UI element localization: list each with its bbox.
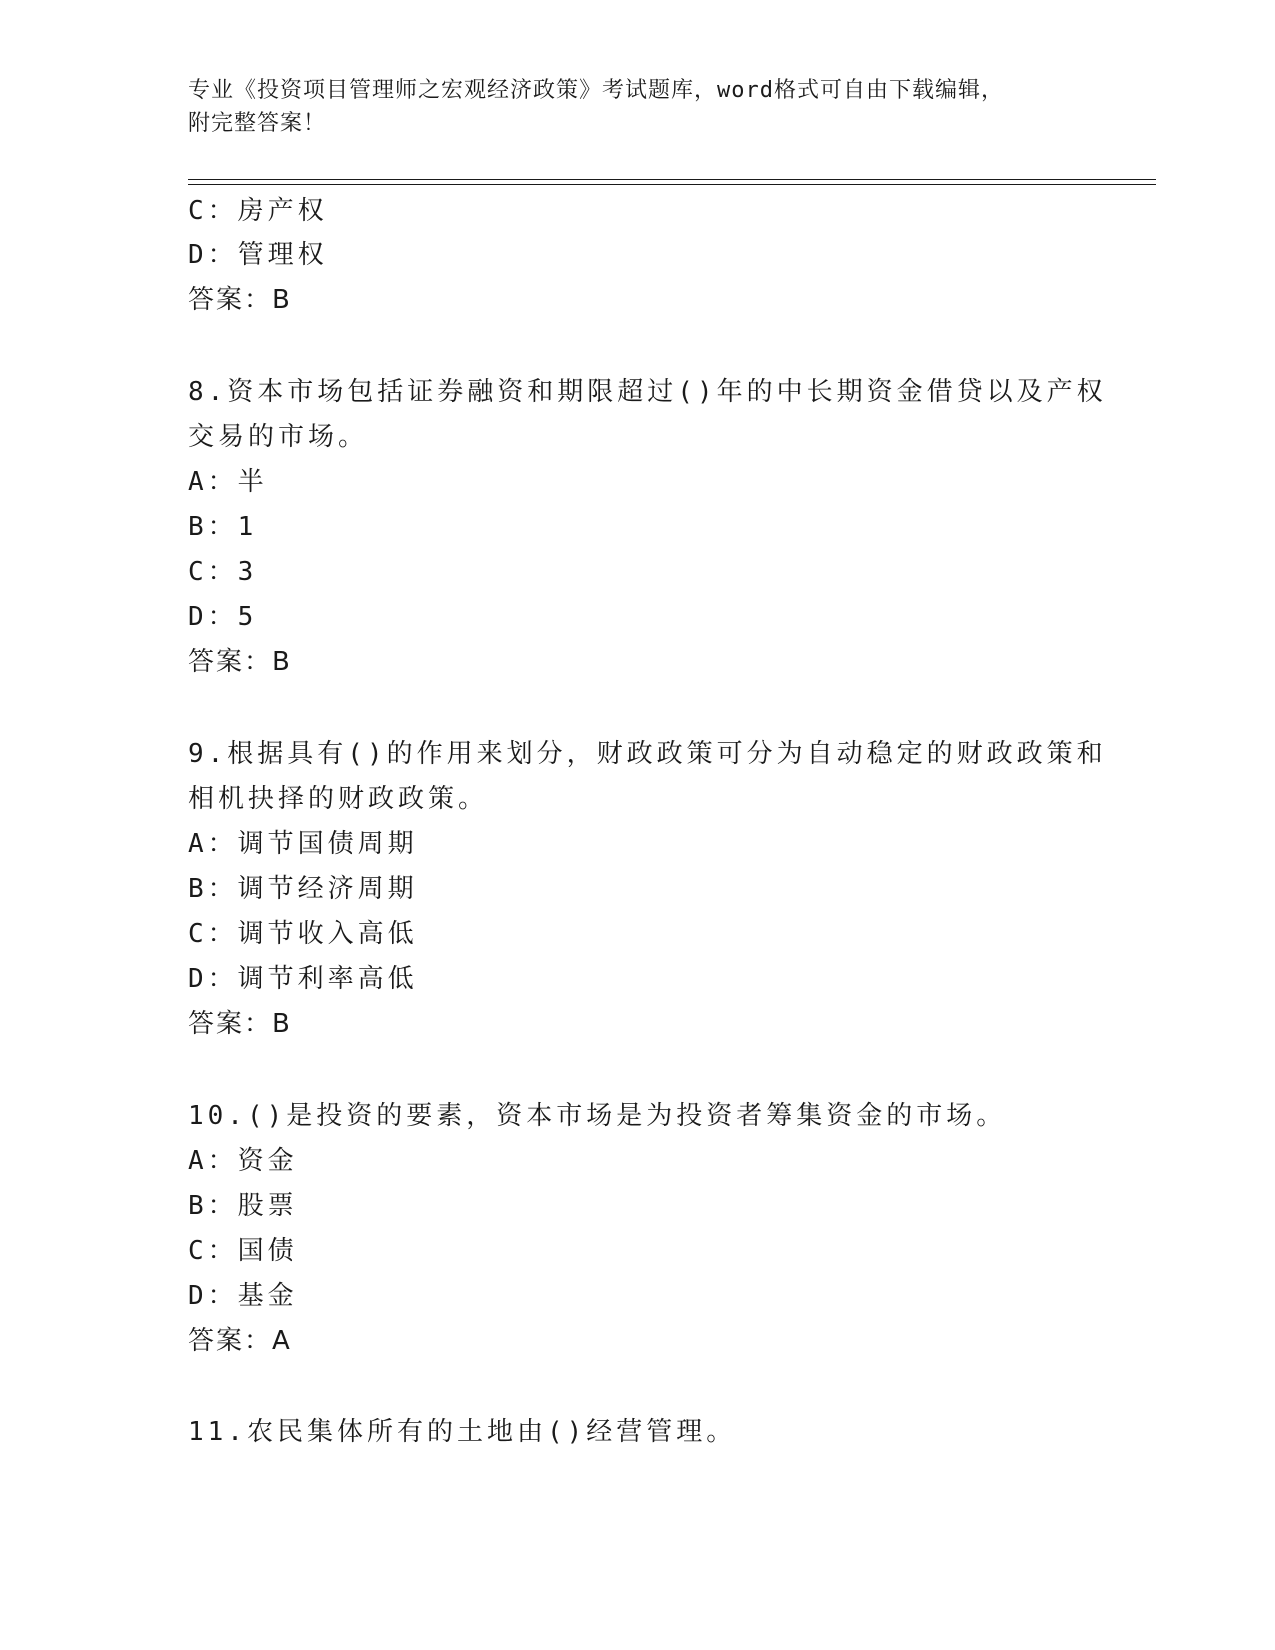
q8-answer: 答案：B xyxy=(188,647,292,677)
q7-option-c: C：房产权 xyxy=(188,196,328,226)
q9-answer: 答案：B xyxy=(188,1009,292,1039)
q9-option-b: B：调节经济周期 xyxy=(188,874,418,904)
q9-option-c: C：调节收入高低 xyxy=(188,919,418,949)
q9-stem-line-2: 相机抉择的财政政策。 xyxy=(188,784,489,814)
q10-option-d: D：基金 xyxy=(188,1281,298,1311)
q8-option-b: B：1 xyxy=(188,512,258,542)
q10-answer: 答案：A xyxy=(188,1326,292,1356)
header-divider-bottom xyxy=(188,184,1156,185)
header-line-2: 附完整答案！ xyxy=(188,111,327,136)
q9-option-a: A：调节国债周期 xyxy=(188,829,418,859)
q10-option-b: B：股票 xyxy=(188,1191,298,1221)
q7-answer: 答案：B xyxy=(188,285,292,315)
q8-option-a: A：半 xyxy=(188,467,268,497)
q10-option-c: C：国债 xyxy=(188,1236,298,1266)
q8-option-d: D：5 xyxy=(188,602,258,632)
header-divider-top xyxy=(188,179,1156,180)
q10-option-a: A：资金 xyxy=(188,1146,298,1176)
q11-stem-line-1: 11.农民集体所有的土地由()经营管理。 xyxy=(188,1417,737,1447)
document-header xyxy=(188,74,1088,140)
q9-option-d: D：调节利率高低 xyxy=(188,964,418,994)
q8-stem-line-2: 交易的市场。 xyxy=(188,422,369,452)
q8-option-c: C：3 xyxy=(188,557,258,587)
q8-stem-line-1: 8.资本市场包括证券融资和期限超过()年的中长期资金借贷以及产权 xyxy=(188,377,1107,407)
q10-stem-line-1: 10.()是投资的要素，资本市场是为投资者筹集资金的市场。 xyxy=(188,1101,1007,1131)
header-line-1: 专业《投资项目管理师之宏观经济政策》考试题库，word格式可自由下载编辑， xyxy=(188,78,1004,103)
q7-option-d: D：管理权 xyxy=(188,240,328,270)
q9-stem-line-1: 9.根据具有()的作用来划分，财政政策可分为自动稳定的财政政策和 xyxy=(188,739,1107,769)
